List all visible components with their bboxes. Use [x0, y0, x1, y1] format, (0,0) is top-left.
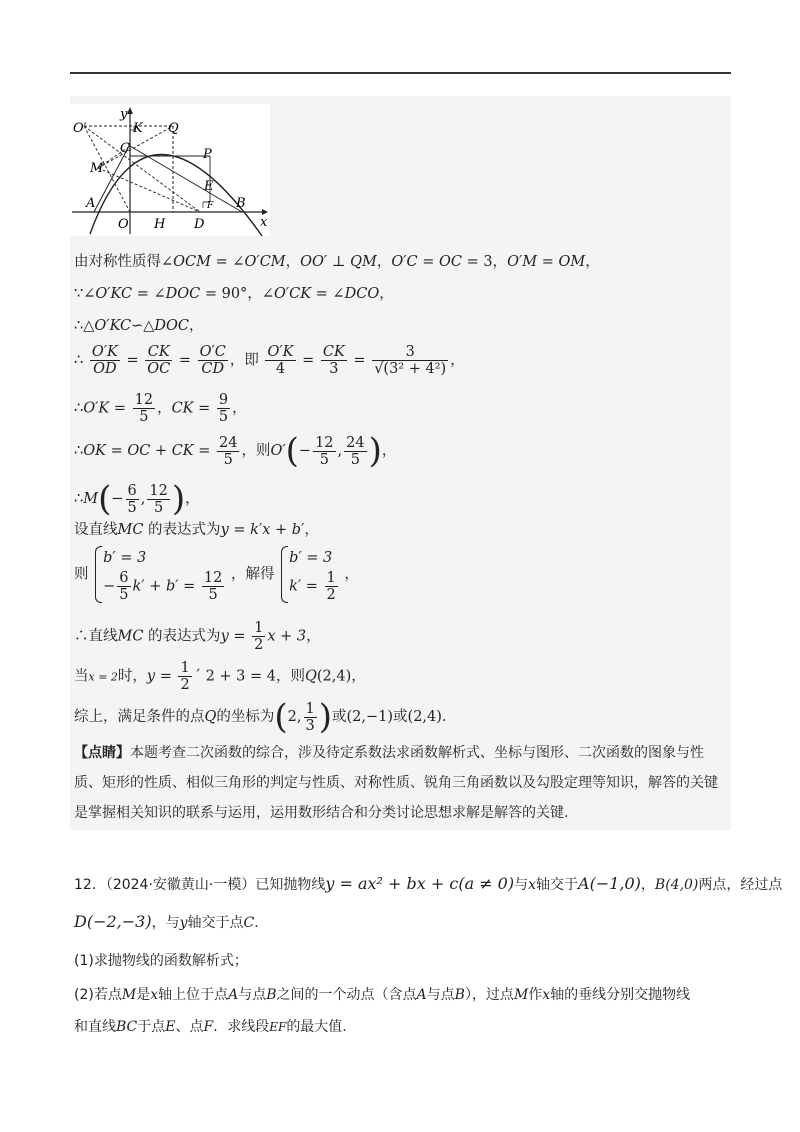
solution-line-12 — [74, 697, 447, 737]
math: x — [542, 987, 551, 1003]
text: 的最大值. — [286, 1019, 347, 1035]
math: D(−2,−3) — [74, 912, 152, 931]
math: OK — [83, 443, 106, 459]
text: . — [254, 915, 259, 931]
equation: − $\frac{6}{5}$ k′ + b′ = $\frac{12}{5}$ — [103, 570, 223, 603]
problem-part-2-cont — [74, 1016, 347, 1036]
math: B — [454, 987, 465, 1003]
text: 于点 — [137, 1019, 166, 1035]
fraction: $\frac{1}{2}$ — [180, 660, 190, 693]
equation: b′ = 3 — [289, 550, 333, 566]
label-k: K — [133, 121, 143, 136]
text: ， — [232, 400, 247, 417]
problem-line-1 — [74, 874, 782, 894]
text: = — [297, 352, 319, 369]
text: ∴ — [74, 400, 84, 417]
text: ，与 — [151, 915, 180, 931]
math: y = ax² + bx + c(a ≠ 0) — [325, 874, 515, 893]
math: O′CK — [273, 286, 312, 302]
text: ∴ — [74, 443, 84, 459]
text: = — [105, 443, 128, 459]
text: 由对称性质得∠ — [74, 254, 174, 270]
label-m: M — [90, 161, 104, 176]
solution-line-6 — [74, 431, 397, 471]
equation: k′ = $\frac{1}{2}$ — [289, 570, 336, 603]
text: − — [111, 491, 124, 507]
math: O′ — [270, 443, 286, 459]
math: MC — [117, 522, 144, 538]
text: ， — [189, 318, 204, 334]
comment-paragraph — [74, 738, 724, 828]
math: (2,4) — [316, 668, 352, 685]
label-d: D — [194, 217, 205, 232]
problem-part-2 — [74, 984, 690, 1004]
math: Q — [204, 709, 217, 725]
math: O′C — [391, 254, 418, 270]
solution-system — [279, 546, 340, 603]
solution-line-4 — [74, 344, 465, 377]
text: 综上，满足条件的点 — [74, 709, 205, 725]
text: 的坐标为 — [216, 709, 275, 725]
math: O′K — [83, 400, 110, 417]
math: x — [150, 987, 159, 1003]
math: M — [121, 987, 137, 1003]
text: + — [150, 443, 172, 459]
text: ∽△ — [131, 318, 155, 334]
math: CK — [171, 400, 194, 417]
math: A(−1,0) — [578, 874, 641, 893]
fraction: $\frac{1}{3}$ — [305, 700, 315, 734]
text: ´ 2 + 3 = 4，则 — [193, 668, 305, 685]
text: ， — [344, 566, 359, 583]
solution-line-10 — [74, 620, 321, 653]
fraction: $\frac{24}{5}$ — [219, 434, 238, 468]
math: OO′ — [300, 254, 328, 270]
problem-line-2 — [74, 912, 259, 932]
label-h: H — [154, 217, 166, 232]
label-o: O — [118, 217, 129, 232]
math: Q — [305, 668, 317, 685]
math: O′KC — [94, 318, 132, 334]
math: DOC — [154, 318, 190, 334]
label-a: A — [86, 196, 96, 211]
paren-open: ( — [274, 697, 288, 737]
text: = — [121, 352, 144, 369]
math: 2, — [287, 709, 302, 725]
solution-line-2 — [74, 284, 394, 304]
equation-system — [93, 546, 226, 603]
text: = — [109, 400, 131, 417]
text: 的表达式为 — [143, 522, 221, 538]
math: y — [179, 915, 188, 931]
text: = ∠ — [132, 286, 166, 302]
text: ， — [285, 254, 301, 270]
text: − — [298, 443, 312, 459]
math: M — [83, 491, 99, 507]
solution-line-5 — [74, 392, 247, 425]
text: = 3， — [461, 254, 508, 270]
text: 则 — [74, 566, 89, 583]
text: = ∠ — [311, 286, 345, 302]
text: 两点，经过点 — [698, 877, 783, 893]
fraction: $\frac{O'C}{CD}$ — [199, 344, 226, 377]
text: , — [140, 491, 146, 507]
text: ， — [304, 522, 319, 538]
text: = 90°，∠ — [200, 286, 274, 302]
text: 或 — [393, 709, 408, 725]
text: , — [337, 443, 343, 459]
fraction: $\frac{6}{5}$ — [127, 482, 137, 516]
math: MC — [117, 628, 144, 645]
label-q: Q — [168, 121, 179, 136]
fraction: $\frac{O'K}{4}$ — [267, 344, 294, 377]
text: = — [193, 443, 216, 459]
label-o-prime: O′ — [73, 121, 87, 136]
math: x — [528, 877, 537, 893]
math: O′KC — [95, 286, 133, 302]
text: ， — [379, 286, 394, 302]
text: = — [174, 352, 196, 369]
math: OCM — [173, 254, 211, 270]
figure-svg — [70, 104, 270, 236]
text: = — [537, 254, 559, 270]
math: OC — [127, 443, 151, 459]
text: 作 — [528, 987, 543, 1003]
fraction: $\frac{CK}{3}$ — [322, 344, 345, 377]
label-b: B — [236, 196, 246, 211]
comment-text: 本题考查二次函数的综合，涉及待定系数法求函数解析式、坐标与图形、二次函数的图象与性质、矩形的性质、相似三角形的判定与性质、对称性质、锐角三角函数以及勾股定理等知识，解答的关键是掌握相关知识的联系与运用，运用数形结合和分类讨论思想求解是解答的关键. — [74, 745, 718, 821]
text: ∴ — [74, 491, 84, 507]
solution-line-7 — [74, 479, 200, 519]
math: x + 3 — [267, 628, 307, 645]
text: ），过点 — [464, 987, 514, 1003]
text: 或 — [332, 709, 347, 725]
text: (2)若点 — [74, 987, 122, 1003]
label-c: C — [120, 141, 130, 156]
fraction: $\frac{1}{2}$ — [254, 620, 264, 653]
text: ， — [450, 352, 465, 369]
header-rule — [70, 72, 731, 74]
fraction: $\frac{9}{5}$ — [218, 392, 229, 425]
math: A — [228, 987, 239, 1003]
text: ∴直线 — [74, 628, 118, 645]
text: ， — [585, 254, 600, 270]
text: 与点 — [426, 987, 455, 1003]
label-y: y — [120, 107, 128, 122]
fraction: $\frac{12}{5}$ — [134, 392, 154, 425]
comment-tag: 【点睛】 — [74, 745, 130, 761]
text: 轴交于 — [536, 877, 579, 893]
text: ， — [306, 628, 321, 645]
paren-close: ) — [318, 697, 332, 737]
label-f: F — [207, 201, 214, 211]
text: ，即 — [229, 352, 259, 369]
math: DCO — [344, 286, 380, 302]
text: 轴交于点 — [187, 915, 244, 931]
fraction: $\frac{3}{\text{√(3² + 4²)}}$ — [374, 344, 447, 377]
text: ∵∠ — [74, 286, 96, 302]
math: y = — [220, 628, 251, 645]
text: ， — [376, 254, 392, 270]
math: OC — [438, 254, 462, 270]
text: ⊥ — [327, 254, 351, 270]
math: BC — [116, 1019, 138, 1035]
math: QM — [350, 254, 377, 270]
fraction: $\frac{12}{5}$ — [315, 434, 334, 468]
equation: b′ = 3 — [103, 550, 147, 566]
math: A — [416, 987, 427, 1003]
fraction: $\frac{24}{5}$ — [346, 434, 365, 468]
fraction: $\frac{CK}{OC}$ — [147, 344, 171, 377]
math: O′M — [507, 254, 538, 270]
text: ，则 — [241, 443, 271, 459]
paren-open: ( — [98, 479, 112, 519]
solution-line-8 — [74, 520, 319, 540]
math: B(4,0) — [654, 877, 699, 893]
text: ，解得 — [230, 566, 275, 583]
fraction: $\frac{O'K}{OD}$ — [91, 344, 118, 377]
text: ， — [640, 877, 655, 893]
text: = — [417, 254, 439, 270]
solution-line-9 — [74, 546, 359, 603]
text: 与 — [514, 877, 529, 893]
math: y = k′x + b′ — [220, 522, 305, 538]
text: ， — [381, 443, 397, 459]
math: F — [203, 1019, 214, 1035]
solution-line-1 — [74, 252, 600, 272]
text: ∴△ — [74, 318, 95, 334]
paren-open: ( — [285, 431, 299, 471]
text: 与点 — [238, 987, 267, 1003]
text: = ∠ — [211, 254, 245, 270]
text: 和直线 — [74, 1019, 116, 1035]
text: ∴ — [74, 352, 84, 369]
math: O′CM — [244, 254, 286, 270]
text: . — [441, 709, 447, 725]
text: 轴的垂线分别交抛物线 — [550, 987, 691, 1003]
math: x = 2 — [88, 670, 118, 684]
math: C — [243, 915, 255, 931]
text: ， — [185, 491, 200, 507]
text: 的表达式为 — [143, 628, 221, 645]
paren-close: ) — [171, 479, 186, 519]
solution-line-3 — [74, 316, 204, 336]
math: (2,4) — [407, 709, 442, 725]
fraction: $\frac{12}{5}$ — [149, 482, 168, 516]
label-p: P — [203, 147, 212, 162]
math: M — [513, 987, 529, 1003]
text: 时， — [117, 668, 147, 685]
math: EF — [269, 1020, 287, 1034]
text: ， — [351, 668, 366, 685]
problem-part-1: (1)求抛物线的函数解析式； — [74, 953, 248, 969]
text: 12．（2024·安徽黄山·一模）已知抛物线 — [74, 877, 326, 893]
math: E — [165, 1019, 176, 1035]
math: CK — [171, 443, 194, 459]
math: B — [266, 987, 277, 1003]
math: y = — [146, 668, 177, 685]
text: ．求线段 — [213, 1019, 270, 1035]
text: 轴上位于点 — [158, 987, 229, 1003]
text: = — [348, 352, 371, 369]
solution-line-11 — [74, 660, 366, 693]
text: 设直线 — [74, 522, 118, 538]
label-x: x — [260, 215, 268, 230]
math: OM — [558, 254, 586, 270]
text: 、点 — [175, 1019, 204, 1035]
math: DOC — [165, 286, 201, 302]
paren-close: ) — [368, 431, 382, 471]
text: 当 — [74, 668, 89, 685]
text: 之间的一个动点（含点 — [276, 987, 417, 1003]
text: 是 — [136, 987, 151, 1003]
parabola-figure — [70, 104, 270, 236]
math: (2,−1) — [346, 709, 394, 725]
text: ， — [157, 400, 172, 417]
label-e: E — [204, 179, 214, 194]
text: = — [193, 400, 215, 417]
